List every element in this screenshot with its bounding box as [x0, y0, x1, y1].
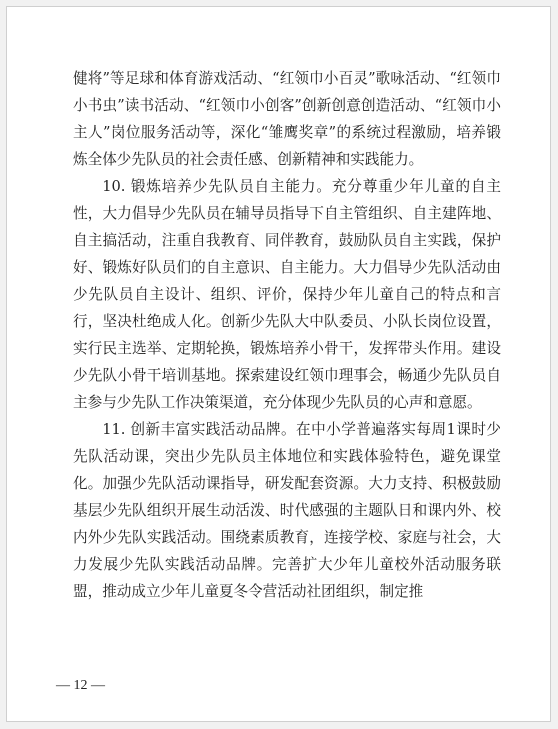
document-page [6, 6, 551, 722]
page-number: — 12 — [56, 678, 105, 693]
page-body [73, 65, 501, 605]
paragraph-item-11: 11. 创新丰富实践活动品牌。在中小学普遍落实每周1课时少先队活动课，突出少先队员主体地位和实践体验特色，避免课堂化。加强少先队活动课指导，研发配套资源。大力支持、积极鼓励基层少先队组织开展生动活泼、时代感强的主题队日和课内外、校内外少先队实践活动。围绕素质教育，连接学校、家庭与社会，大力发展少先队实践活动品牌。完善扩大少年儿童校外活动服务联盟，推动成立少年儿童夏冬令营活动社团组织，制定推 [73, 421, 501, 600]
paragraph-item-10: 10. 锻炼培养少先队员自主能力。充分尊重少年儿童的自主性，大力倡导少先队员在辅导员指导下自主管组织、自主建阵地、自主搞活动，注重自我教育、同伴教育，鼓励队员自主实践，保护好、锻炼好队员们的自主意识、自主能力。大力倡导少先队活动由少先队员自主设计、组织、评价，保持少年儿童自己的特点和言行，坚决杜绝成人化。创新少先队大中队委员、小队长岗位设置，实行民主选举、定期轮换，锻炼培养小骨干，发挥带头作用。建设少先队小骨干培训基地。探索建设红领巾理事会，畅通少先队员自主参与少先队工作决策渠道，充分体现少先队员的心声和意愿。 [73, 178, 501, 411]
paragraph-continued: 健将”等足球和体育游戏活动、“红领巾小百灵”歌咏活动、“红领巾小书虫”读书活动、“红领巾小创客”创新创意创造活动、“红领巾小主人”岗位服务活动等，深化“雏鹰奖章”的系统过程激励，培养锻炼全体少先队员的社会责任感、创新精神和实践能力。 [73, 70, 501, 168]
